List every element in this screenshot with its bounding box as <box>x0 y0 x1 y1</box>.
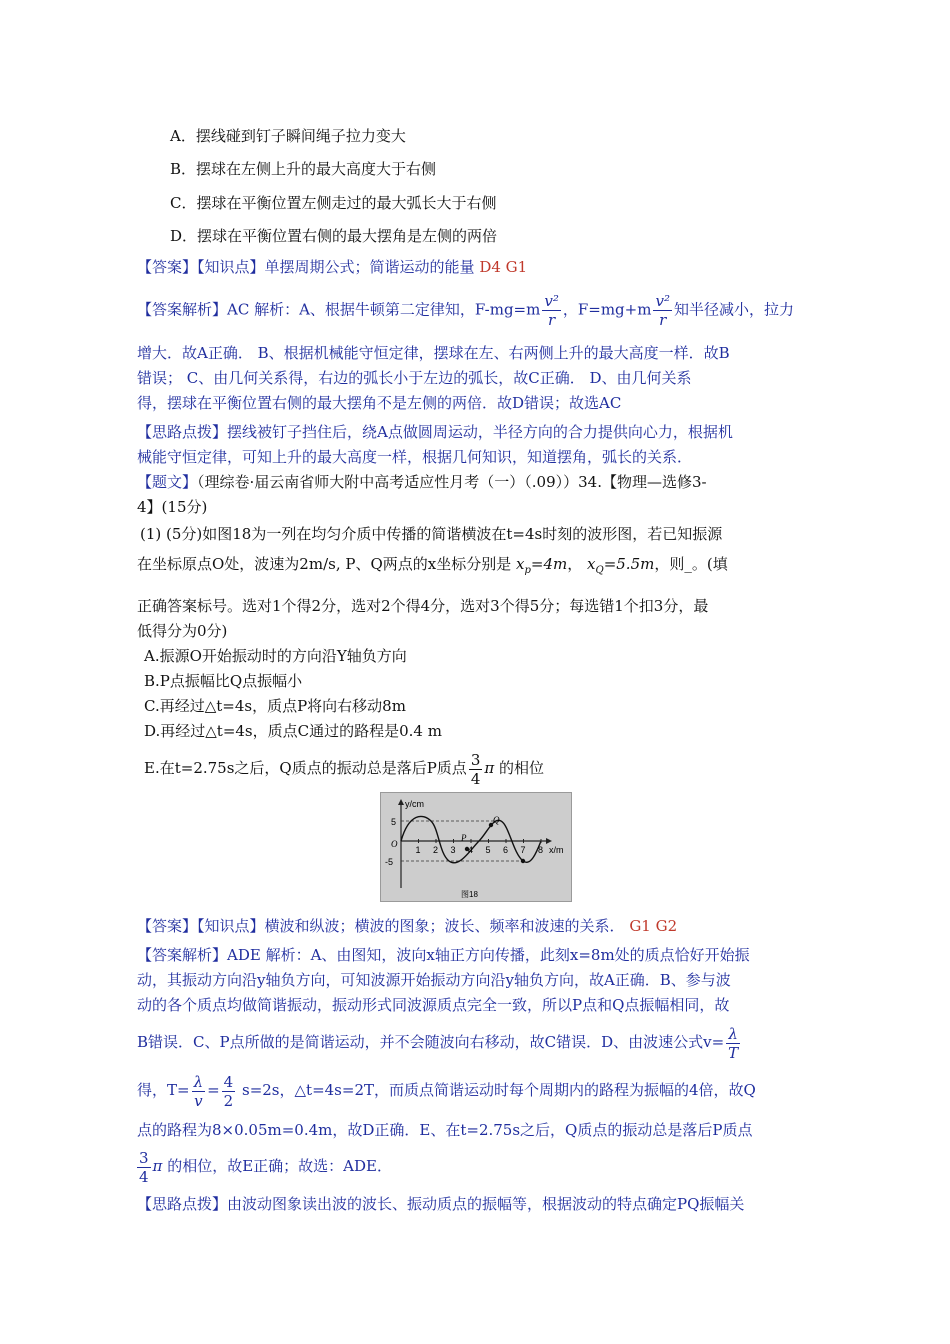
q2-tip-l1 <box>137 1194 744 1214</box>
q2-analysis-text: ADE 解析：A、由图知，波向x轴正方向传播，此刻x=8m处的质点恰好开始振 <box>227 946 750 964</box>
fraction-3-4-answer: $\frac{3}{4}$ <box>139 1148 149 1186</box>
q1-analysis-tag: 【答案解析】 <box>137 300 228 319</box>
x-tick-label: 8 <box>538 845 544 855</box>
q2-analysis-l2: 动，其振动方向沿y轴负方向，可知波源开始振动方向沿y轴负方向，故A正确．B、参与波 <box>137 971 731 989</box>
q2-stem-text: 在坐标原点O处，波速为2m/s, P、Q两点的x坐标分别是 <box>137 555 512 573</box>
q2-analysis-l6: 点的路程为8×0.05m=0.4m，故D正确．E、在t=2.75s之后，Q质点的振动总是落后P质点 <box>137 1121 753 1139</box>
q1-analysis-l4: 得，摆球在平衡位置右侧的最大摆角不是左侧的两倍．故D错误；故选AC <box>137 394 622 412</box>
q2-analysis-l7: $\frac{3}{4}$ π 的相位，故E正确；故选：ADE． <box>139 1148 392 1186</box>
q1-option-c: C．摆球在平衡位置左侧走过的最大弧长大于右侧 <box>170 194 497 212</box>
q1-analysis-l3: 错误； C、由几何关系得，右边的弧长小于左边的弧长，故C正确． D、由几何关系 <box>137 369 692 387</box>
q2-title-text: （理综卷·届云南省师大附中高考适应性月考（一）（.09））34.【物理—选修3- <box>197 473 707 491</box>
q2-option-a: A.振源O开始振动时的方向沿Y轴负方向 <box>144 647 407 665</box>
fraction-3-4: $\frac{3}{4}$ <box>470 750 481 788</box>
q2-option-e: E.在t=2.75s之后，Q质点的振动总是落后P质点 $\frac{3}{4}$ π 的相位 <box>144 750 545 788</box>
x-tick-label: 6 <box>503 845 509 855</box>
q1-analysis-text: AC 解析：A、根据牛顿第二定律知，F-mg=m <box>227 300 541 319</box>
q1-knowledge: 单摆周期公式；简谐运动的能量 <box>264 258 475 276</box>
q2-option-b: B.P点振幅比Q点振幅小 <box>144 672 303 690</box>
q1-option-d: D．摆球在平衡位置右侧的最大摆角是左侧的两倍 <box>170 227 498 245</box>
q1-tip-text: 摆线被钉子挡住后，绕A点做圆周运动，半径方向的合力提供向心力，根据机 <box>227 423 733 441</box>
xp-expression: $x_p=4m$ <box>516 555 568 576</box>
x-tick-label: 5 <box>485 845 491 855</box>
q2-analysis-l3: 动的各个质点均做简谐振动，振动形式同波源质点完全一致，所以P点和Q点振幅相同，故 <box>137 996 730 1014</box>
point-p-label: P <box>461 833 467 843</box>
q1-tip-l2: 械能守恒定律，可知上升的最大高度一样，根据几何知识，知道摆角，弧长的关系． <box>137 448 693 466</box>
q2-codes: G1 G2 <box>629 917 678 935</box>
q2-title-l1 <box>137 472 707 492</box>
q2-analysis-tag: 【答案解析】 <box>137 946 228 964</box>
y-axis-label: y/cm <box>405 799 424 809</box>
q2-analysis-l1 <box>137 945 750 965</box>
q2-stem-l1: (1) (5分)如图18为一列在均匀介质中传播的简谐横波在t=4s时刻的波形图，若已知振源 <box>140 525 723 543</box>
q2-answer-line <box>137 916 677 936</box>
wave-figure-18 <box>380 792 572 902</box>
figure-caption: 图18 <box>461 890 478 899</box>
x-tick-label: 2 <box>433 845 439 855</box>
fraction-v2-r-2: $\frac{\text{v²}}{r}$ <box>655 292 670 329</box>
q2-tip-tag: 【思路点拨】 <box>137 1195 228 1213</box>
y-tick-neg5: -5 <box>385 857 394 867</box>
q2-stem-l4: 低得分为0分) <box>137 622 228 640</box>
wave-graph <box>381 793 571 901</box>
x-tick-label: 3 <box>450 845 456 855</box>
q1-answer-tag: 【答案】【知识点】 <box>137 258 265 276</box>
q1-option-a: A．摆线碰到钉子瞬间绳子拉力变大 <box>170 127 406 145</box>
x-tick-label: 7 <box>520 845 526 855</box>
q1-tip-l1 <box>137 422 733 442</box>
q2-title-l2: 4】(15分) <box>137 498 208 516</box>
q1-analysis-l2: 增大．故A正确． B、根据机械能守恒定律，摆球在左、右两侧上升的最大高度一样．故B <box>137 344 730 362</box>
q2-analysis-l5: 得，T= $\frac{\lambda}{v}$ = $\frac{4}{2}$ s=2s，△t=4s=2T，而质点简谐运动时每个周期内的路程为振幅的4倍，故Q <box>137 1072 756 1110</box>
fraction-lambda-v: $\frac{\lambda}{v}$ <box>193 1072 204 1110</box>
y-tick-5: 5 <box>391 817 397 827</box>
point-end-dot <box>521 859 525 863</box>
q1-analysis-l1 <box>137 292 794 329</box>
q2-answer-tag: 【答案】【知识点】 <box>137 917 265 935</box>
fraction-v2-r: $\frac{\text{v²}}{r}$ <box>544 292 559 329</box>
q2-option-c: C.再经过△t=4s，质点P将向右移动8m <box>144 697 406 715</box>
q2-tip-text: 由波动图象读出波的波长、振动质点的振幅等，根据波动的特点确定PQ振幅关 <box>227 1195 745 1213</box>
q1-analysis-text-3: 知半径减小，拉力 <box>673 300 794 319</box>
q2-stem-l2: 在坐标原点O处，波速为2m/s, P、Q两点的x坐标分别是 $x_p=4m$， $x_Q=5.5m$，则_。(填 <box>137 555 728 576</box>
q1-codes: D4 G1 <box>479 258 528 276</box>
q1-option-b: B．摆球在左侧上升的最大高度大于右侧 <box>170 160 437 178</box>
q1-analysis-text-2: ，F=mg+m <box>562 300 652 319</box>
x-axis-label: x/m <box>549 845 564 855</box>
q2-title-tag: 【题文】 <box>137 473 198 491</box>
fraction-4-2: $\frac{4}{2}$ <box>223 1072 234 1110</box>
fraction-lambda-t: $\frac{\lambda}{T}$ <box>728 1024 739 1062</box>
x-tick-label: 4 <box>468 845 474 855</box>
q1-answer-line <box>137 257 527 277</box>
point-q-label: Q <box>493 815 500 825</box>
origin-label: O <box>391 839 398 849</box>
q2-analysis-l4: B错误．C、P点所做的是简谐运动，并不会随波向右移动，故C错误．D、由波速公式v= $\frac{\lambda}{T}$ <box>137 1024 739 1062</box>
q2-knowledge: 横波和纵波；横波的图象；波长、频率和波速的关系． <box>264 917 625 935</box>
q1-tip-tag: 【思路点拨】 <box>137 423 228 441</box>
x-tick-label: 1 <box>415 845 421 855</box>
q2-option-d: D.再经过△t=4s，质点C通过的路程是0.4 m <box>144 722 442 740</box>
q2-stem-l3: 正确答案标号。选对1个得2分，选对2个得4分，选对3个得5分；每选错1个扣3分，最 <box>137 597 709 615</box>
xq-expression: $x_Q=5.5m$ <box>587 555 655 576</box>
